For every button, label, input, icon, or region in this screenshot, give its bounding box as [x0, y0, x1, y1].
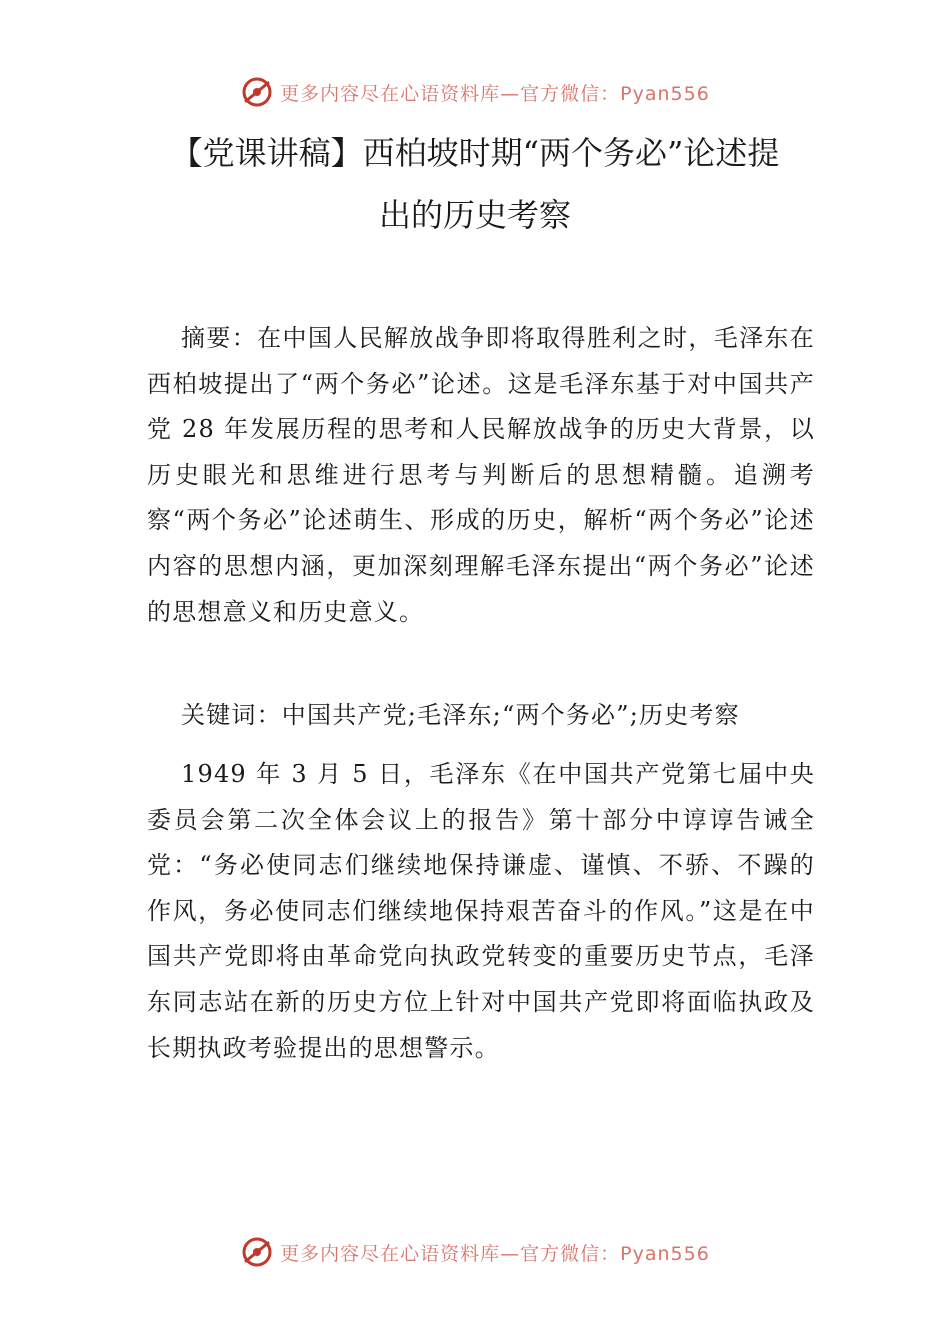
body-block [147, 752, 815, 1071]
body-paragraph: 1949 年 3 月 5 日，毛泽东《在中国共产党第七届中央委员会第二次全体会议上的报告》第十部分中谆谆告诫全党：“务必使同志们继续地保持谦虚、谨慎、不骄、不躁的作风，务必使同志们继续地保持艰苦奋斗的作风。”这是在中国共产党即将由革命党向执政党转变的重要历史节点，毛泽东同志站在新的历史方位上针对中国共产党即将面临执政及长期执政考验提出的思想警示。 [147, 760, 815, 1062]
logo-icon [240, 75, 274, 109]
title-line-1: 【党课讲稿】西柏坡时期“两个务必”论述提 [170, 134, 780, 172]
banner-text: 更多内容尽在心语资料库—官方微信：Pyan556 [280, 1242, 710, 1265]
logo-icon [240, 1235, 274, 1269]
keywords-paragraph: 关键词：中国共产党;毛泽东;“两个务必”;历史考察 [181, 701, 740, 729]
title-line-2: 出的历史考察 [378, 196, 571, 234]
banner-text: 更多内容尽在心语资料库—官方微信：Pyan556 [280, 82, 710, 105]
abstract-paragraph: 摘要：在中国人民解放战争即将取得胜利之时，毛泽东在西柏坡提出了“两个务必”论述。这是毛泽东基于对中国共产党 28 年发展历程的思考和人民解放战争的历史大背景，以历史眼光和思维进行思考与判断后的思想精髓。追溯考察“两个务必”论述萌生、形成的历史，解析“两个务必”论述内容的思想内涵，更加深刻理解毛泽东提出“两个务必”论述的思想意义和历史意义。 [147, 324, 815, 626]
abstract-block [147, 316, 815, 635]
header-banner [0, 72, 950, 112]
document-title [100, 122, 850, 246]
footer-banner [0, 1232, 950, 1272]
keywords-block [147, 693, 815, 739]
